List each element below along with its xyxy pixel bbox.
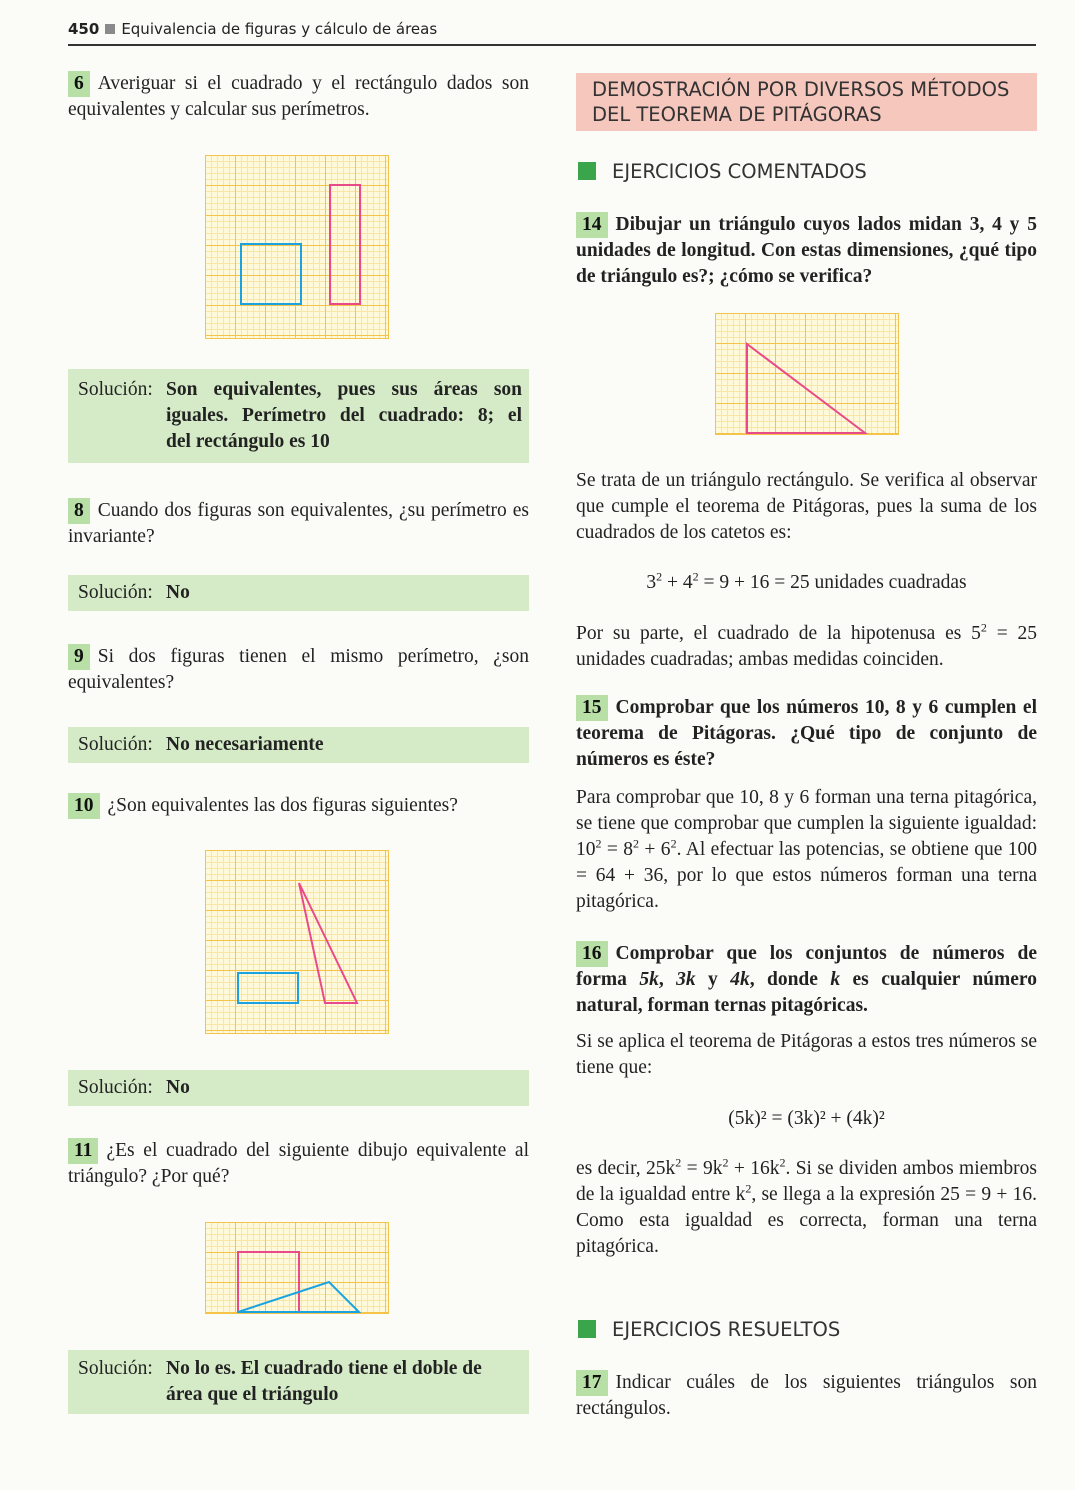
exercise-number: 17: [576, 1370, 608, 1396]
solution-label: Solución:: [78, 734, 153, 755]
solution-9: [68, 727, 529, 763]
equation-14: $3^2 + 4^2 = 9 + 16 = 25$ unidades cuadradas: [646, 569, 967, 593]
blue-rectangle: [238, 973, 298, 1003]
exercise-10: [68, 793, 529, 819]
exercise-6: [68, 71, 529, 123]
section-title-line-1: DEMOSTRACIÓN POR DIVERSOS MÉTODOS: [592, 78, 1010, 101]
page-number: 450: [68, 20, 100, 38]
paragraph-14b: Por su parte, el cuadrado de la hipotenusa es $5^2 = 25$ unidades cuadradas; ambas medidas coinciden.: [576, 620, 1038, 670]
exercise-text: ¿Son equivalentes las dos figuras siguientes?: [107, 795, 458, 816]
exercise-number: 16: [576, 941, 608, 967]
exercise-text: Averiguar si el cuadrado y el rectángulo dados son equivalentes y calcular sus perímetros.: [68, 73, 529, 120]
paragraph-16a: Si se aplica el teorema de Pitágoras a estos tres números se tiene que:: [576, 1031, 1037, 1078]
blue-square: [241, 244, 301, 304]
exercise-8: [68, 498, 529, 550]
chapter-title: Equivalencia de figuras y cálculo de áreas: [121, 20, 438, 38]
subsection-heading-resueltos: [578, 1318, 840, 1341]
solution-10: [68, 1070, 529, 1106]
grid-figure-14: [715, 313, 899, 435]
exercise-number: 8: [68, 498, 90, 524]
exercise-9: [68, 644, 529, 696]
solution-line-1: Son equivalentes, pues sus áreas son: [166, 379, 522, 400]
figures-svg: [205, 155, 389, 339]
figures-svg: [205, 850, 389, 1034]
solution-6: [68, 369, 529, 463]
solution-8: [68, 575, 529, 611]
grid-figure-6: [205, 155, 389, 339]
pink-square: [238, 1252, 299, 1312]
solution-line-1: No lo es. El cuadrado tiene el doble de: [166, 1358, 482, 1379]
exercise-number: 9: [68, 644, 90, 670]
solution-answer: No necesariamente: [166, 734, 324, 755]
green-square-icon: [578, 1320, 596, 1338]
paragraph-15: Para comprobar que 10, 8 y 6 forman una terna pitagórica, se tiene que comprobar que cumplen la siguiente igualdad: $10^2 = 8^2 + 6^2$. Al efectuar las potencias, se obtiene que 100 = 64 + 36, por lo que estos números forman una terna pitagórica.: [576, 787, 1037, 912]
exercise-number: 14: [576, 212, 608, 238]
section-title-box: [576, 73, 1037, 131]
square-bullet-icon: [105, 24, 115, 34]
exercise-number: 6: [68, 71, 90, 97]
grid-figure-10: [205, 850, 389, 1034]
paragraph-14a: Se trata de un triángulo rectángulo. Se verifica al observar que cumple el teorema de Pitágoras, pues la suma de los cuadrados de los catetos es:: [576, 470, 1037, 543]
pink-right-triangle: [747, 344, 865, 433]
figures-svg: [205, 1222, 389, 1314]
green-square-icon: [578, 162, 596, 180]
subsection-heading-comentados: [578, 160, 867, 183]
exercise-text: Indicar cuáles de los siguientes triángulos son rectángulos.: [576, 1372, 1037, 1419]
equation-16: (5k)² = (3k)² + (4k)²: [728, 1108, 885, 1129]
solution-label: Solución:: [78, 1077, 153, 1098]
exercise-number: 15: [576, 695, 608, 721]
subsection-title: EJERCICIOS RESUELTOS: [612, 1318, 841, 1341]
solution-line-2: área que el triángulo: [166, 1384, 339, 1405]
exercise-text: Cuando dos figuras son equivalentes, ¿su perímetro es invariante?: [68, 500, 529, 547]
exercise-11: [68, 1138, 529, 1190]
paragraph-16b: es decir, $25k^2 = 9k^2 + 16k^2$. Si se dividen ambos miembros de la igualdad entre $k^2$, se llega a la expresión 25 = 9 + 16. Como esta igualdad es correcta, forman una terna pitagórica.: [576, 1155, 1038, 1257]
grid-figure-11: [205, 1222, 389, 1314]
exercise-number: 11: [68, 1138, 98, 1164]
figures-svg: [715, 313, 899, 435]
section-title-line-2: DEL TEOREMA DE PITÁGORAS: [592, 103, 882, 126]
pink-rectangle: [330, 185, 360, 304]
solution-answer: No: [166, 582, 190, 603]
pink-triangle: [299, 883, 357, 1003]
solution-label: Solución:: [78, 379, 153, 400]
solution-line-3: del rectángulo es 10: [166, 431, 330, 452]
exercise-text: ¿Es el cuadrado del siguiente dibujo equivalente al triángulo? ¿Por qué?: [68, 1140, 529, 1187]
exercise-text: Si dos figuras tienen el mismo perímetro, ¿son equivalentes?: [68, 646, 529, 693]
exercise-14: [576, 212, 1037, 290]
exercise-number: 10: [68, 793, 100, 819]
solution-answer: No: [166, 1077, 190, 1098]
page-header: [68, 20, 1036, 46]
exercise-text: Comprobar que los números 10, 8 y 6 cumplen el teorema de Pitágoras. ¿Qué tipo de conjunto de números es éste?: [576, 697, 1037, 770]
exercise-16: 16 Comprobar que los conjuntos de números de forma 5k, 3k y 4k, donde k es cualquier número natural, forman ternas pitagóricas.: [576, 943, 1037, 1016]
solution-label: Solución:: [78, 582, 153, 603]
exercise-text: Dibujar un triángulo cuyos lados midan 3, 4 y 5 unidades de longitud. Con estas dimensiones, ¿qué tipo de triángulo es?; ¿cómo se verifica?: [576, 214, 1037, 287]
solution-line-2: iguales. Perímetro del cuadrado: 8; el: [166, 405, 522, 426]
subsection-title: EJERCICIOS COMENTADOS: [612, 160, 867, 183]
solution-11: [68, 1350, 529, 1414]
solution-label: Solución:: [78, 1358, 153, 1379]
exercise-17: [576, 1370, 1037, 1422]
exercise-15: [576, 695, 1037, 773]
